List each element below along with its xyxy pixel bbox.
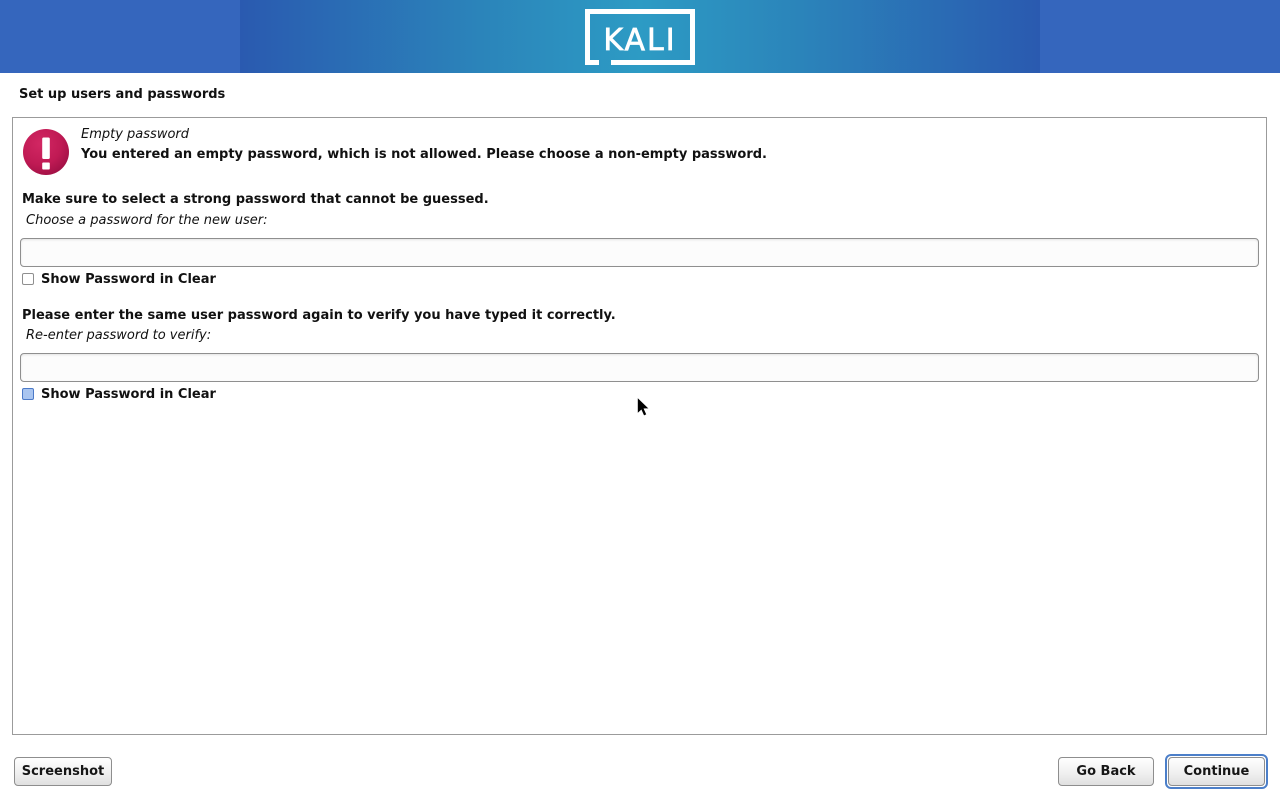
go-back-button[interactable]: Go Back (1058, 757, 1154, 786)
page-title: Set up users and passwords (19, 87, 226, 102)
kali-logo-icon (585, 9, 695, 69)
show-password-label-2: Show Password in Clear (41, 386, 216, 402)
alert-message: You entered an empty password, which is not allowed. Please choose a non-empty password. (81, 147, 767, 162)
error-exclamation-icon (23, 129, 69, 175)
show-password-checkbox-2[interactable] (22, 388, 34, 400)
alert-title: Empty password (81, 127, 189, 142)
show-password-label-1: Show Password in Clear (41, 271, 216, 287)
continue-button[interactable]: Continue (1168, 757, 1265, 786)
password-section-heading: Make sure to select a strong password that cannot be guessed. (22, 192, 489, 207)
mouse-cursor-icon (637, 397, 651, 421)
continue-button-focus-ring (1165, 754, 1268, 789)
verify-section-heading: Please enter the same user password again to verify you have typed it correctly. (22, 308, 616, 323)
kali-logo-text: KALI (603, 23, 677, 58)
show-password-checkbox-row-2[interactable] (22, 387, 216, 401)
verify-field-label: Re-enter password to verify: (26, 328, 212, 343)
top-banner (0, 0, 1280, 73)
screenshot-button[interactable]: Screenshot (14, 757, 112, 786)
password-field-label: Choose a password for the new user: (26, 213, 268, 228)
password-input[interactable] (20, 238, 1259, 267)
verify-password-input[interactable] (20, 353, 1259, 382)
show-password-checkbox-1[interactable] (22, 273, 34, 285)
content-frame (12, 117, 1267, 735)
show-password-checkbox-row-1[interactable] (22, 272, 216, 286)
